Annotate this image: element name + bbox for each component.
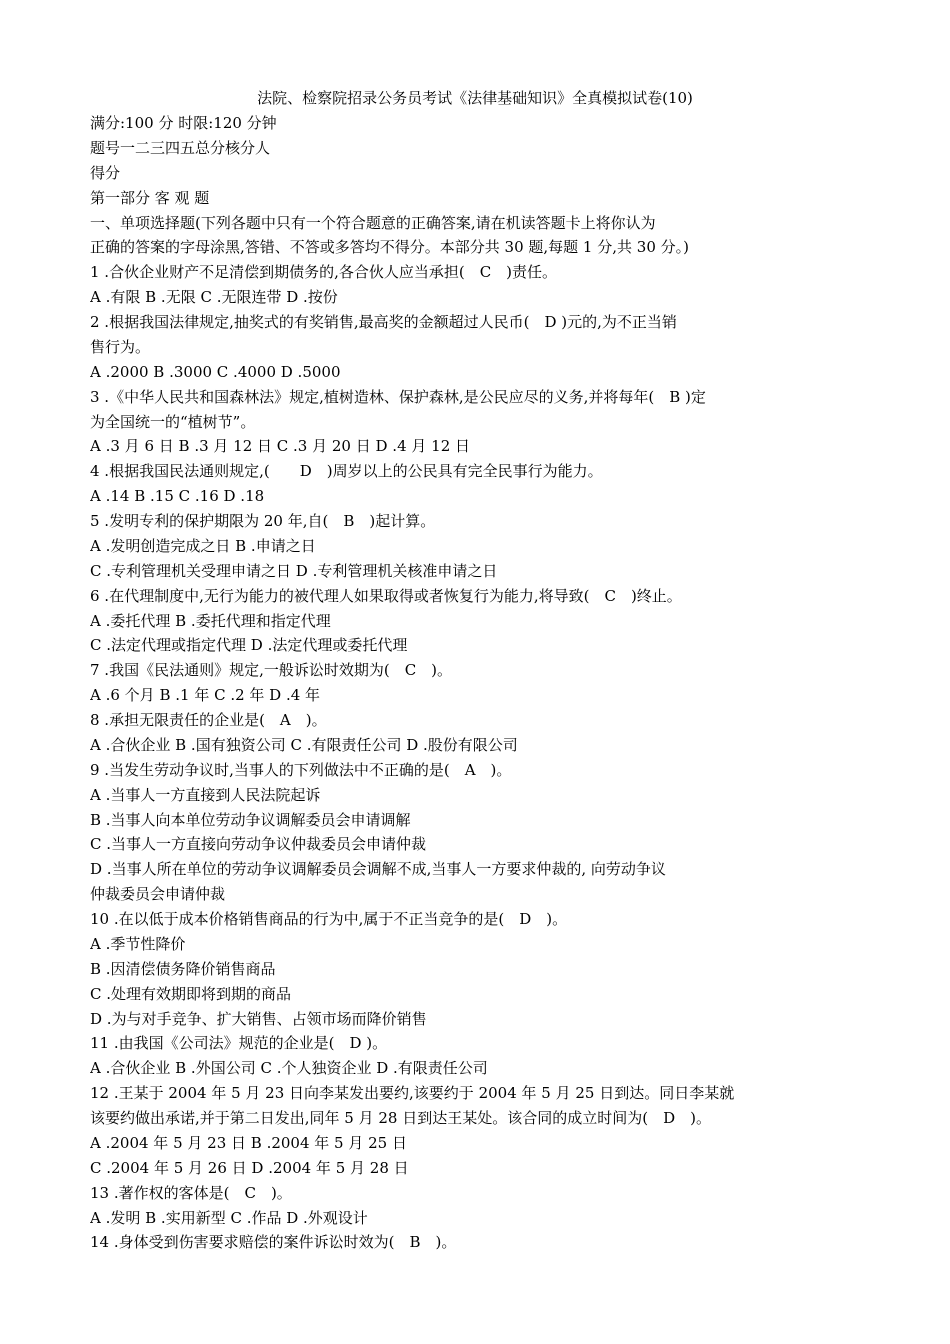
text-line: D .为与对手竞争、扩大销售、占领市场而降价销售 xyxy=(90,1009,427,1028)
text-line: C .当事人一方直接向劳动争议仲裁委员会申请仲裁 xyxy=(90,835,427,854)
text-line: 得分 xyxy=(90,163,121,182)
text-line: 13 .著作权的客体是( C )。 xyxy=(90,1183,292,1202)
text-line: A .2000 B .3000 C .4000 D .5000 xyxy=(90,362,341,381)
text-line: B .因清偿债务降价销售商品 xyxy=(90,959,276,978)
text-line: A .有限 B .无限 C .无限连带 D .按份 xyxy=(90,288,338,307)
text-line: A .发明 B .实用新型 C .作品 D .外观设计 xyxy=(90,1208,368,1227)
text-line: A .发明创造完成之日 B .申请之日 xyxy=(90,536,316,555)
text-line: 满分:100 分 时限:120 分钟 xyxy=(90,114,277,132)
text-line: D .当事人所在单位的劳动争议调解委员会调解不成,当事人一方要求仲裁的, 向劳动争议 xyxy=(90,860,666,879)
text-line: 题号一二三四五总分核分人 xyxy=(90,138,271,157)
text-line: 一、单项选择题(下列各题中只有一个符合题意的正确答案,请在机读答题卡上将你认为 xyxy=(90,213,656,232)
text-line: A .14 B .15 C .16 D .18 xyxy=(90,487,265,506)
document-body xyxy=(90,111,870,1255)
text-line: 第一部分 客 观 题 xyxy=(90,188,210,207)
text-line: 售行为。 xyxy=(90,337,151,356)
text-line: B .当事人向本单位劳动争议调解委员会申请调解 xyxy=(90,810,411,829)
text-line: 10 .在以低于成本价格销售商品的行为中,属于不正当竞争的是( D )。 xyxy=(90,910,568,928)
text-line: 该要约做出承诺,并于第二日发出,同年 5 月 28 日到达王某处。该合同的成立时间为( D )。 xyxy=(90,1109,711,1127)
text-line: 正确的答案的字母涂黑,答错、不答或多答均不得分。本部分共 30 题,每题 1 分,共 30 分。) xyxy=(90,238,689,257)
text-line: 4 .根据我国民法通则规定,( D )周岁以上的公民具有完全民事行为能力。 xyxy=(90,462,603,481)
text-line: C .2004 年 5 月 26 日 D .2004 年 5 月 28 日 xyxy=(90,1158,409,1177)
text-line: 12 .王某于 2004 年 5 月 23 日向李某发出要约,该要约于 2004 年 5 月 25 日到达。同日李某就 xyxy=(90,1084,735,1103)
document-title xyxy=(0,86,950,110)
text-line: 3 .《中华人民共和国森林法》规定,植树造林、保护森林,是公民应尽的义务,并将每年( B )定 xyxy=(90,387,706,406)
text-line: C .处理有效期即将到期的商品 xyxy=(90,984,292,1003)
text-line: C .法定代理或指定代理 D .法定代理或委托代理 xyxy=(90,636,408,655)
document-title-text: 法院、检察院招录公务员考试《法律基础知识》全真模拟试卷(10) xyxy=(257,89,693,107)
text-line: C .专利管理机关受理申请之日 D .专利管理机关核准申请之日 xyxy=(90,561,498,580)
text-line: 6 .在代理制度中,无行为能力的被代理人如果取得或者恢复行为能力,将导致( C )终止。 xyxy=(90,586,682,605)
text-line: A .2004 年 5 月 23 日 B .2004 年 5 月 25 日 xyxy=(90,1133,407,1152)
text-line: 1 .合伙企业财产不足清偿到期债务的,各合伙人应当承担( C )责任。 xyxy=(90,263,558,282)
text-line: A .6 个月 B .1 年 C .2 年 D .4 年 xyxy=(90,686,321,705)
text-line: 9 .当发生劳动争议时,当事人的下列做法中不正确的是( A )。 xyxy=(90,760,512,779)
text-line: 2 .根据我国法律规定,抽奖式的有奖销售,最高奖的金额超过人民币( D )元的,为不正当销 xyxy=(90,313,677,331)
text-line: 14 .身体受到伤害要求赔偿的案件诉讼时效为( B )。 xyxy=(90,1233,457,1252)
text-line: 11 .由我国《公司法》规范的企业是( D )。 xyxy=(90,1034,388,1053)
text-line: 仲裁委员会申请仲裁 xyxy=(90,885,226,904)
text-line: A .委托代理 B .委托代理和指定代理 xyxy=(90,611,331,630)
text-line: A .合伙企业 B .国有独资公司 C .有限责任公司 D .股份有限公司 xyxy=(90,735,518,754)
text-line: 为全国统一的“植树节”。 xyxy=(90,412,256,431)
text-line: A .季节性降价 xyxy=(90,934,186,953)
text-line: 5 .发明专利的保护期限为 20 年,自( B )起计算。 xyxy=(90,512,436,530)
text-line: A .3 月 6 日 B .3 月 12 日 C .3 月 20 日 D .4 月 12 日 xyxy=(90,437,471,456)
text-line: A .当事人一方直接到人民法院起诉 xyxy=(90,785,321,804)
text-line: 8 .承担无限责任的企业是( A )。 xyxy=(90,711,327,729)
text-line: 7 .我国《民法通则》规定,一般诉讼时效期为( C )。 xyxy=(90,661,453,680)
text-line: A .合伙企业 B .外国公司 C .个人独资企业 D .有限责任公司 xyxy=(90,1059,488,1078)
